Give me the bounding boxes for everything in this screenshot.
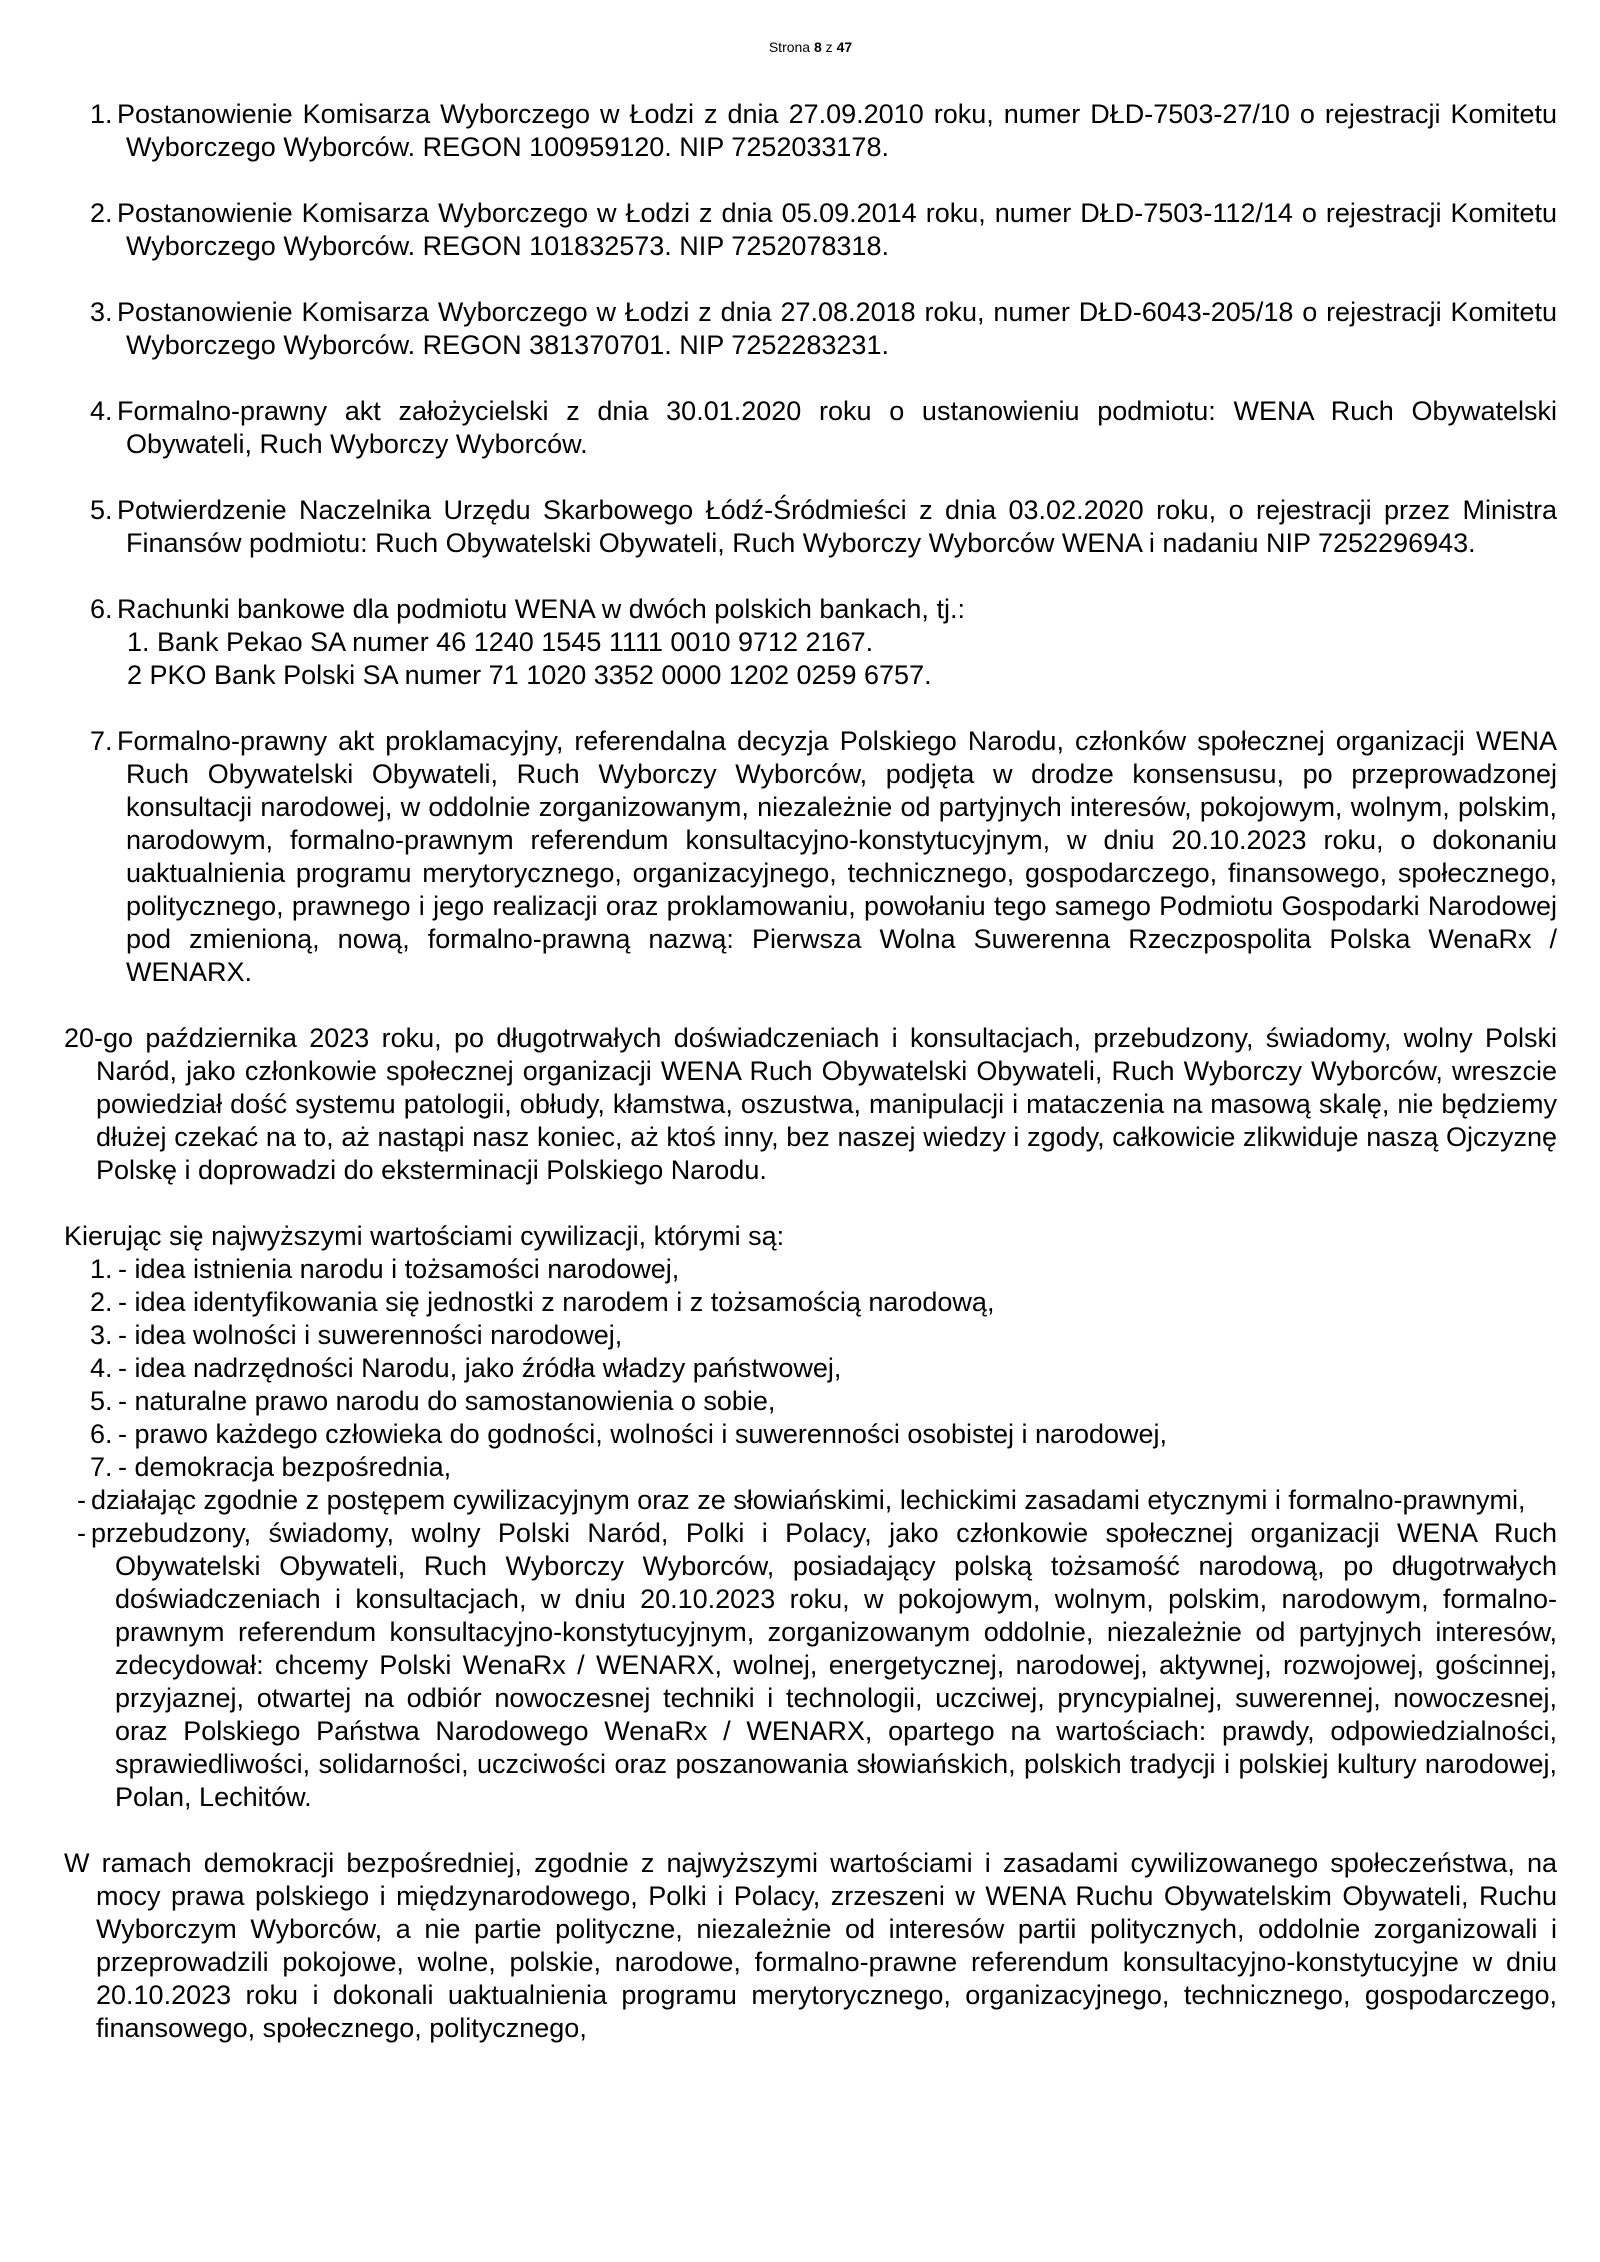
numbered-item-2 bbox=[64, 197, 1557, 263]
item-number: 2. bbox=[90, 198, 113, 228]
total-pages: 47 bbox=[836, 39, 853, 55]
numbered-item-4 bbox=[64, 395, 1557, 461]
value-number: 3. bbox=[90, 1320, 113, 1350]
value-number: 4. bbox=[90, 1353, 113, 1383]
numbered-item-3 bbox=[64, 296, 1557, 362]
page-number: 8 bbox=[813, 39, 822, 55]
page-label: Strona bbox=[768, 39, 811, 55]
value-text: - idea wolności i suwerenności narodowej, bbox=[118, 1320, 623, 1350]
value-number: 7. bbox=[90, 1452, 113, 1482]
dash-text: działając zgodnie z postępem cywilizacyjnym oraz ze słowiańskimi, lechickimi zasadami etycznymi i formalno-prawnymi, bbox=[91, 1485, 1526, 1515]
dash-bullet: - bbox=[77, 1485, 86, 1515]
dash-item-1 bbox=[64, 1484, 1557, 1517]
item-text: Postanowienie Komisarza Wyborczego w Łodzi z dnia 05.09.2014 roku, numer DŁD-7503-112/14 o rejestracji Komitetu Wyborczego Wyborców. REGON 101832573. NIP 7252078318. bbox=[117, 198, 1557, 261]
item-number: 4. bbox=[90, 396, 113, 426]
value-text: - naturalne prawo narodu do samostanowienia o sobie, bbox=[118, 1386, 776, 1416]
value-text: - prawo każdego człowieka do godności, wolności i suwerenności osobistej i narodowej, bbox=[118, 1419, 1168, 1449]
paragraph-final: W ramach demokracji bezpośredniej, zgodnie z najwyższymi wartościami i zasadami cywilizowanego społeczeństwa, na mocy prawa polskiego i międzynarodowego, Polki i Polacy, zrzeszeni w WENA Ruchu Obywatelskim Obywateli, Ruchu Wyborczym Wyborców, a nie partie polityczne, niezależnie od interesów partii politycznych, oddolnie zorganizowali i przeprowadzili pokojowe, wolne, polskie, narodowe, formalno-prawne referendum konsultacyjno-konstytucyjne w dniu 20.10.2023 roku i dokonali uaktualnienia programu merytorycznego, organizacyjnego, technicznego, gospodarczego, finansowego, społecznego, politycznego, bbox=[64, 1848, 1557, 2043]
item-text: Formalno-prawny akt proklamacyjny, referendalna decyzja Polskiego Narodu, członków społecznej organizacji WENA Ruch Obywatelski Obywateli, Ruch Wyborczy Wyborców, podjęta w drodze konsensusu, po przeprowadzonej konsultacji narodowej, w oddolnie zorganizowanym, niezależnie od partyjnych interesów, pokojowym, wolnym, polskim, narodowym, formalno-prawnym referendum konsultacyjno-konstytucyjnym, w dniu 20.10.2023 roku, o dokonaniu uaktualnienia programu merytorycznego, organizacyjnego, technicznego, gospodarczego, finansowego, społecznego, politycznego, prawnego i jego realizacji oraz proklamowaniu, powołaniu tego samego Podmiotu Gospodarki Narodowej pod zmienioną, nową, formalno-prawną nazwą: Pierwsza Wolna Suwerenna Rzeczpospolita Polska WenaRx / WENARX. bbox=[117, 726, 1557, 987]
value-text: - demokracja bezpośrednia, bbox=[118, 1452, 452, 1482]
numbered-item-5 bbox=[64, 494, 1557, 560]
values-intro: Kierując się najwyższymi wartościami cywilizacji, którymi są: bbox=[64, 1221, 785, 1251]
bank-account-list bbox=[64, 626, 1557, 692]
item-text: Rachunki bankowe dla podmiotu WENA w dwóch polskich bankach, tj.: bbox=[117, 594, 965, 624]
value-item-3 bbox=[64, 1319, 1557, 1352]
item-text: Postanowienie Komisarza Wyborczego w Łodzi z dnia 27.09.2010 roku, numer DŁD-7503-27/10 o rejestracji Komitetu Wyborczego Wyborców. REGON 100959120. NIP 7252033178. bbox=[117, 99, 1557, 162]
value-item-1 bbox=[64, 1253, 1557, 1286]
bank-account-2: 2 PKO Bank Polski SA numer 71 1020 3352 0000 1202 0259 6757. bbox=[127, 660, 932, 690]
value-item-2 bbox=[64, 1286, 1557, 1319]
item-number: 6. bbox=[90, 594, 113, 624]
bank-account-1: 1. Bank Pekao SA numer 46 1240 1545 1111 0010 9712 2167. bbox=[127, 627, 874, 657]
value-item-6 bbox=[64, 1418, 1557, 1451]
dash-bullet: - bbox=[77, 1518, 86, 1548]
numbered-item-1 bbox=[64, 98, 1557, 164]
item-number: 5. bbox=[90, 495, 113, 525]
paragraph-referendum: 20-go października 2023 roku, po długotrwałych doświadczeniach i konsultacjach, przebudzony, świadomy, wolny Polski Naród, jako członkowie społecznej organizacji WENA Ruch Obywatelski Obywateli, Ruch Wyborczy Wyborców, wreszcie powiedział dość systemu patologii, obłudy, kłamstwa, oszustwa, manipulacji i mataczenia na masową skalę, nie będziemy dłużej czekać na to, aż nastąpi nasz koniec, aż ktoś inny, bez naszej wiedzy i zgody, całkowicie zlikwiduje naszą Ojczyznę Polskę i doprowadzi do eksterminacji Polskiego Narodu. bbox=[64, 1023, 1557, 1185]
numbered-item-7 bbox=[64, 725, 1557, 989]
value-item-5 bbox=[64, 1385, 1557, 1418]
value-text: - idea identyfikowania się jednostki z narodem i z tożsamością narodową, bbox=[118, 1287, 995, 1317]
value-number: 2. bbox=[90, 1287, 113, 1317]
value-item-4 bbox=[64, 1352, 1557, 1385]
value-text: - idea istnienia narodu i tożsamości narodowej, bbox=[118, 1254, 680, 1284]
item-text: Formalno-prawny akt założycielski z dnia 30.01.2020 roku o ustanowieniu podmiotu: WENA Ruch Obywatelski Obywateli, Ruch Wyborczy Wyborców. bbox=[117, 396, 1557, 459]
dash-item-2 bbox=[64, 1517, 1557, 1814]
item-number: 3. bbox=[90, 297, 113, 327]
value-number: 6. bbox=[90, 1419, 113, 1449]
dash-text: przebudzony, świadomy, wolny Polski Naród, Polki i Polacy, jako członkowie społecznej organizacji WENA Ruch Obywatelski Obywateli, Ruch Wyborczy Wyborców, posiadający polską tożsamość narodową, po długotrwałych doświadczeniach i konsultacjach, w dniu 20.10.2023 roku, w pokojowym, wolnym, polskim, narodowym, formalno-prawnym referendum konsultacyjno-konstytucyjnym, zorganizowanym oddolnie, niezależnie od partyjnych interesów, zdecydował: chcemy Polski WenaRx / WENARX, wolnej, energetycznej, narodowej, aktywnej, rozwojowej, gościnnej, przyjaznej, otwartej na odbiór nowoczesnej techniki i technologii, uczciwej, pryncypialnej, suwerennej, nowoczesnej, oraz Polskiego Państwa Narodowego WenaRx / WENARX, opartego na wartościach: prawdy, odpowiedzialności, sprawiedliwości, solidarności, uczciwości oraz poszanowania słowiańskich, polskich tradycji i polskiej kultury narodowej, Polan, Lechitów. bbox=[91, 1518, 1557, 1812]
numbered-item-6 bbox=[64, 593, 1557, 626]
value-text: - idea nadrzędności Narodu, jako źródła władzy państwowej, bbox=[118, 1353, 842, 1383]
value-number: 5. bbox=[90, 1386, 113, 1416]
item-number: 7. bbox=[90, 726, 113, 756]
page-of-label: z bbox=[825, 39, 833, 55]
item-text: Potwierdzenie Naczelnika Urzędu Skarbowego Łódź-Śródmieści z dnia 03.02.2020 roku, o rejestracji przez Ministra Finansów podmiotu: Ruch Obywatelski Obywateli, Ruch Wyborczy Wyborców WENA i nadaniu NIP 7252296943. bbox=[117, 495, 1557, 558]
page-number-header bbox=[64, 38, 1557, 56]
value-item-7 bbox=[64, 1451, 1557, 1484]
item-number: 1. bbox=[90, 99, 113, 129]
value-number: 1. bbox=[90, 1254, 113, 1284]
item-text: Postanowienie Komisarza Wyborczego w Łodzi z dnia 27.08.2018 roku, numer DŁD-6043-205/18 o rejestracji Komitetu Wyborczego Wyborców. REGON 381370701. NIP 7252283231. bbox=[117, 297, 1557, 360]
